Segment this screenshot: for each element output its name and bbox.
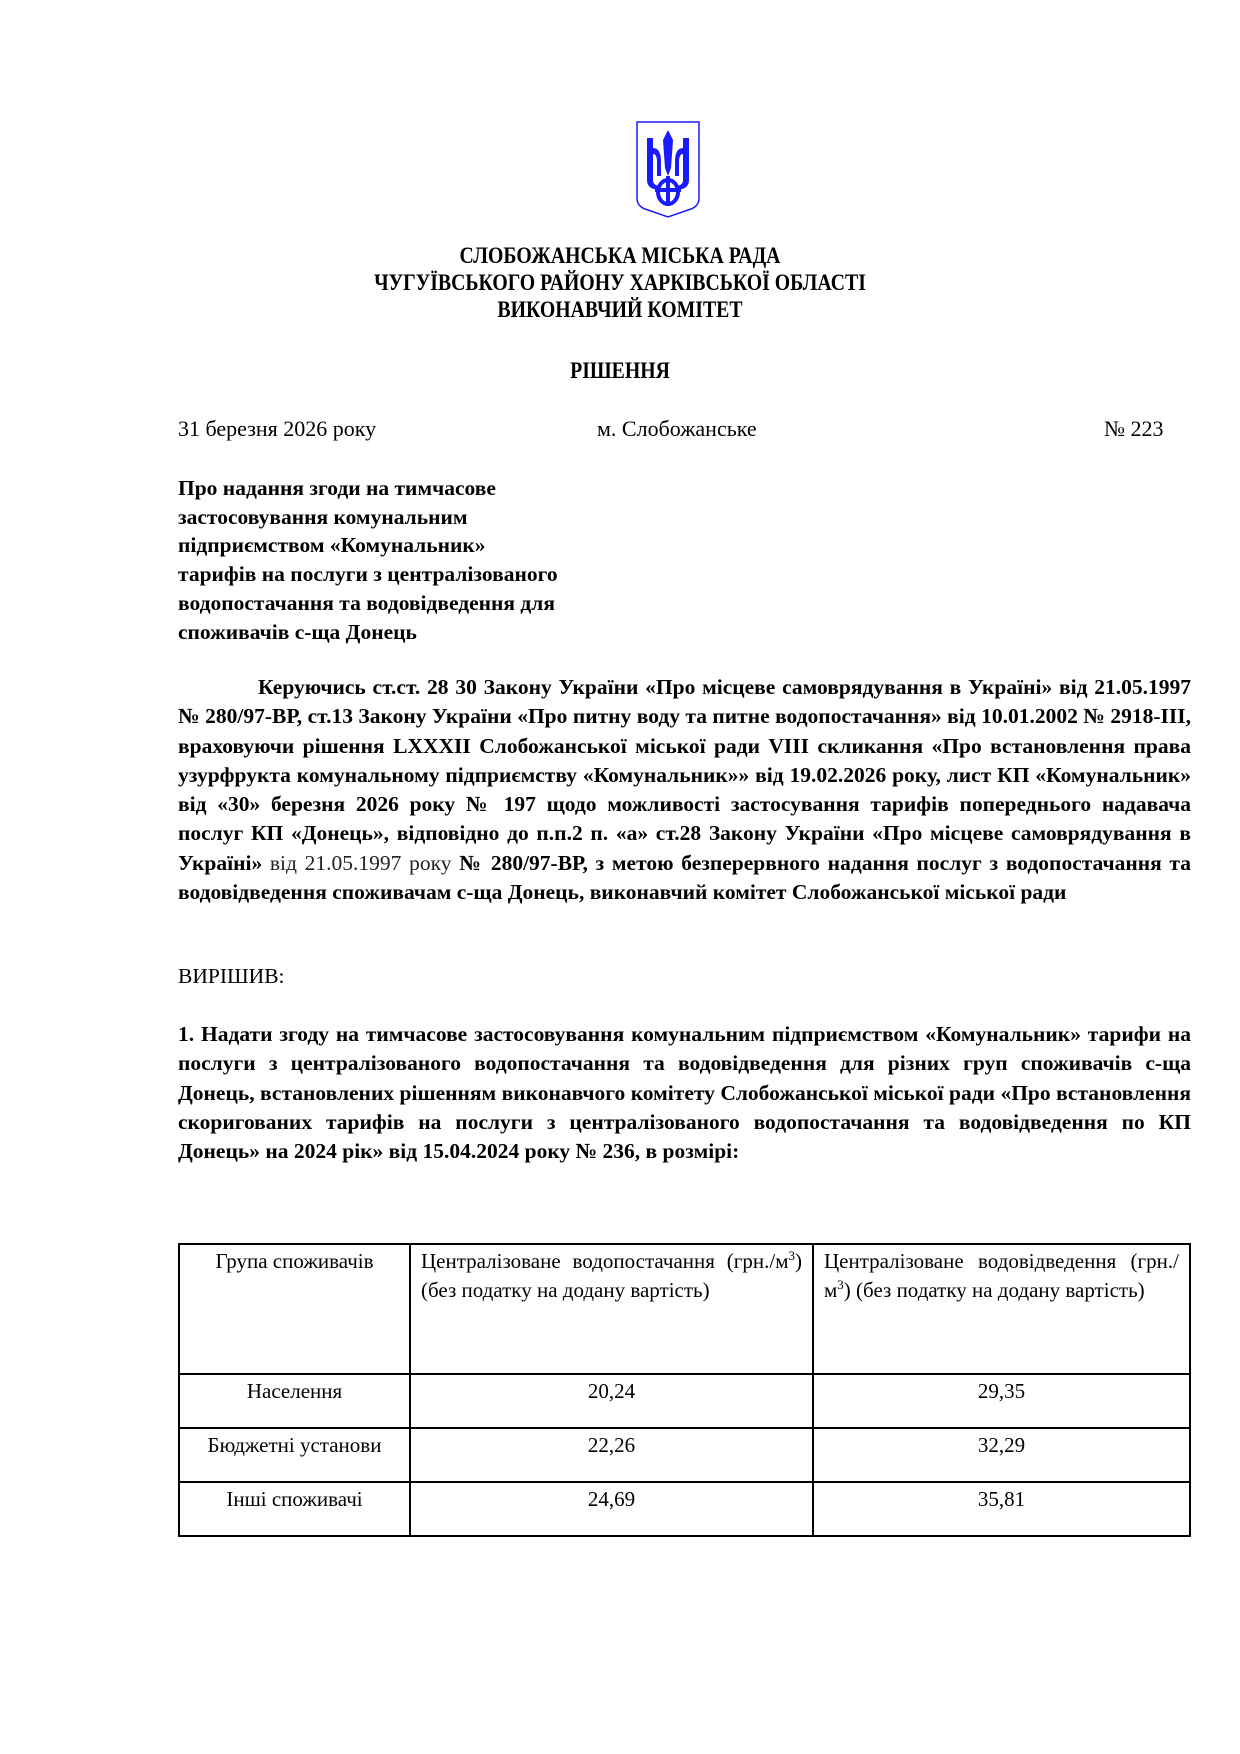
decision-number: № 223 (1104, 416, 1164, 441)
header-drainage (813, 1244, 1190, 1374)
subject-line: водопостачання та водовідведення для (178, 590, 556, 615)
district-name: ЧУГУЇВСЬКОГО РАЙОНУ ХАРКІВСЬКОЇ ОБЛАСТІ (374, 270, 866, 295)
table-row (179, 1482, 1190, 1536)
ukraine-coat-of-arms-icon (633, 118, 703, 218)
consumer-group-cell: Населення (179, 1374, 410, 1428)
council-name: СЛОБОЖАНСЬКА МІСЬКА РАДА (459, 243, 781, 268)
decision-subject (178, 474, 698, 646)
preamble-date-ref: від 21.05.1997 року (262, 850, 452, 875)
water-supply-tariff-cell: 20,24 (410, 1374, 813, 1428)
subject-line: споживачів с-ща Донець (178, 619, 417, 644)
header-water-supply-text-cont: ) (без податку на додану вартість) (421, 1249, 802, 1302)
consumer-group-cell: Інші споживачі (179, 1482, 410, 1536)
table-row (179, 1428, 1190, 1482)
preamble-paragraph (178, 673, 1191, 907)
water-supply-tariff-cell: 22,26 (410, 1428, 813, 1482)
superscript: 3 (837, 1277, 844, 1292)
resolved-label: ВИРІШИВ: (178, 964, 285, 988)
tariffs-table (178, 1243, 1191, 1537)
decision-date: 31 березня 2026 року (178, 416, 377, 441)
decision-place: м. Слобожанське (597, 416, 757, 441)
header-drainage-text: Централізоване водовідведення (грн./м (824, 1249, 1179, 1302)
subject-line: підприємством «Комунальник» (178, 533, 486, 558)
subject-line: тарифів на послуги з централізованого (178, 562, 558, 587)
consumer-group-cell: Бюджетні установи (179, 1428, 410, 1482)
superscript: 3 (788, 1248, 795, 1263)
header-water-supply (410, 1244, 813, 1374)
resolution-item-1: 1. Надати згоду на тимчасове застосовування комунальним підприємством «Комунальник» тарифи на послуги з централізованого водопостачання та водовідведення для різних груп споживачів с-ща Донець, встановлених рішенням виконавчого комітету Слобожанської міської ради «Про встановлення скоригованих тарифів на послуги з централізованого водопостачання та водовідведення по КП Донець» на 2024 рік» від 15.04.2024 року № 236, в розмірі: (178, 1022, 1191, 1164)
water-supply-tariff-cell: 24,69 (410, 1482, 813, 1536)
drainage-tariff-cell: 29,35 (813, 1374, 1190, 1428)
preamble-text: Керуючись ст.ст. 28 30 Закону України «Про місцеве самоврядування в Україні» від 21.05.1997 № 280/97-ВР, ст.13 Закону України «Про питну воду та питне водопостачання» від 10.01.2002 № 2918-ІІІ, враховуючи рішення LXXXII Слобожанської міської ради VIII скликання «Про встановлення права узурфрукта комунальному підприємству «Комунальник»» від 19.02.2026 року, лист КП «Комунальник» від «30» березня 2026 року № 197 щодо можливості застосування тарифів попереднього надавача послуг КП «Донець», відповідно до п.п.2 п. «а» ст.28 Закону України «Про місцеве самоврядування в Україні» (178, 675, 1191, 875)
table-row (179, 1374, 1190, 1428)
drainage-tariff-cell: 32,29 (813, 1428, 1190, 1482)
header-drainage-text-cont: ) (без податку на додану вартість) (843, 1278, 1145, 1302)
table-header-row (179, 1244, 1190, 1374)
subject-line: Про надання згоди на тимчасове (178, 476, 496, 500)
drainage-tariff-cell: 35,81 (813, 1482, 1190, 1536)
preamble-text-cont: № 280/97-ВР, з метою безперервного надання послуг з водопостачання та водовідведення споживачам с-ща Донець, виконавчий комітет Слобожанської міської ради (178, 850, 1191, 905)
subject-line: застосовування комунальним (178, 504, 468, 529)
committee-name: ВИКОНАВЧИЙ КОМІТЕТ (497, 297, 743, 322)
header-consumer-group: Група споживачів (179, 1244, 410, 1374)
header-water-supply-text: Централізоване водопостачання (грн./м (421, 1249, 789, 1273)
document-type-title: РІШЕННЯ (570, 358, 670, 383)
